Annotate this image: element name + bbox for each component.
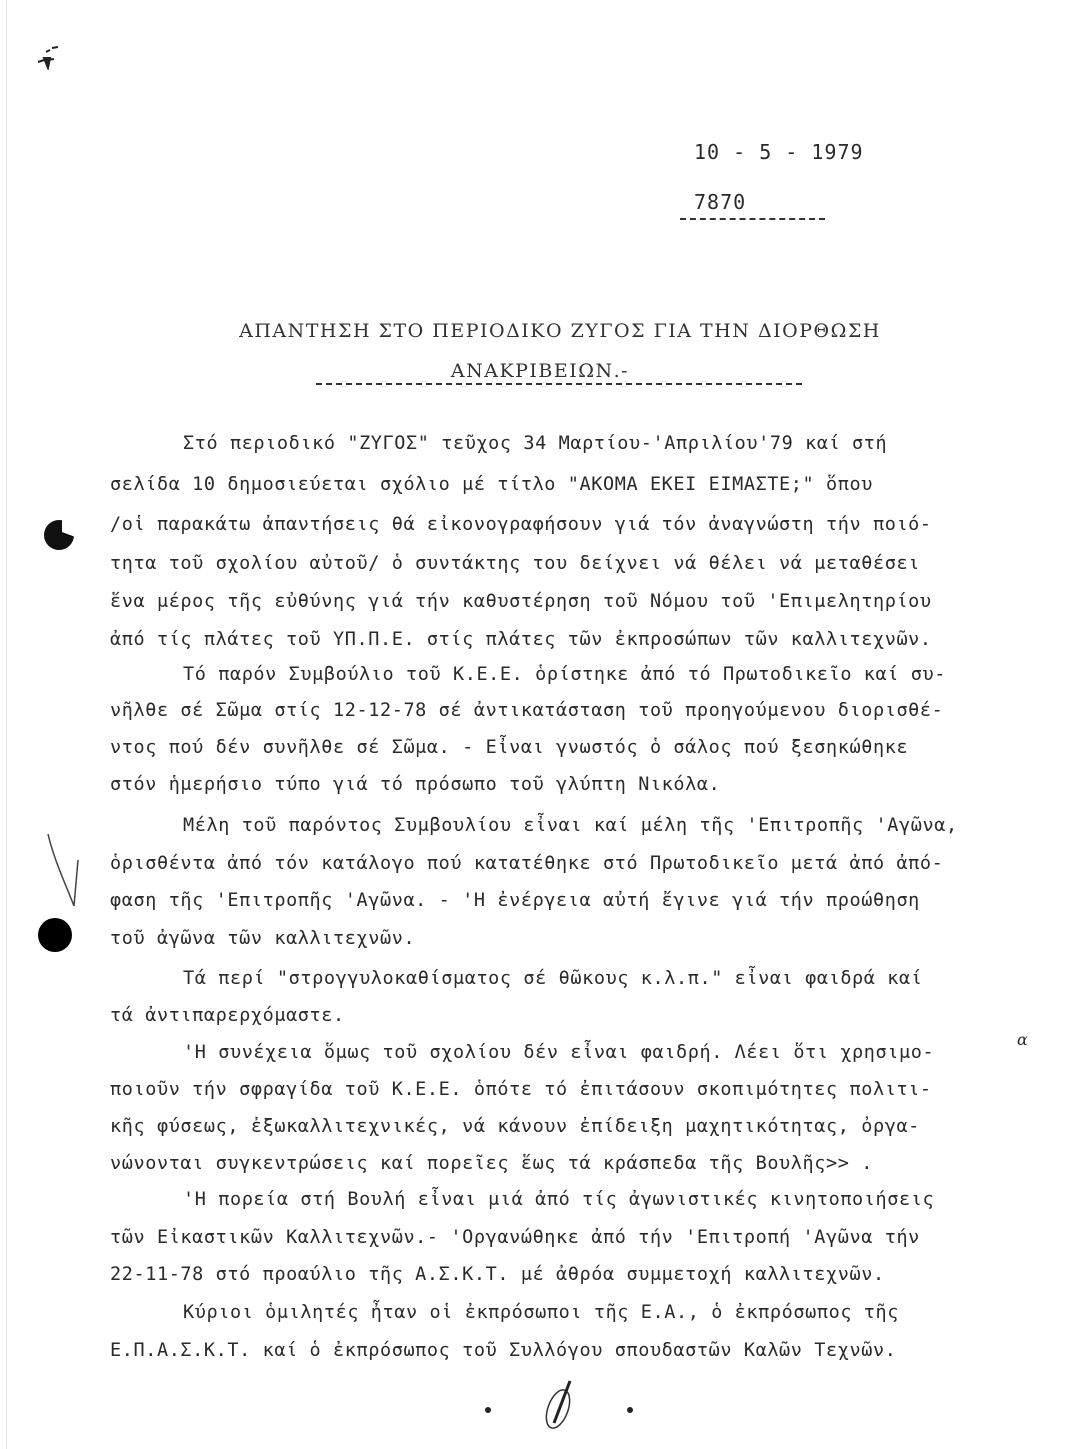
body-line: Μέλη τοῦ παρόντος Συμβουλίου εἶναι καί μέλη τῆς 'Επιτροπῆς 'Αγῶνα,	[183, 815, 958, 836]
body-line: τοῦ ἀγῶνα τῶν καλλιτεχνῶν.	[110, 928, 416, 949]
punch-hole-icon	[44, 520, 74, 550]
document-title-continued: ΑΝΑΚΡΙΒΕΙΩΝ.-	[450, 360, 630, 382]
body-line: ἀπό τίς πλάτες τοῦ ΥΠ.Π.Ε. στίς πλάτες τῶν ἐκπροσώπων τῶν καλλιτεχνῶν.	[110, 629, 932, 650]
handwritten-page-number-icon	[540, 1375, 580, 1435]
title-underline	[316, 383, 802, 385]
body-line: σελίδα 10 δημοσιεύεται σχόλιο μέ τίτλο "ΑΚΟΜΑ ΕΚΕΙ ΕΙΜΑΣΤΕ;" ὅπου	[110, 474, 873, 495]
scan-mark-icon	[30, 40, 70, 70]
body-line: νῆλθε σέ Σῶμα στίς 12-12-78 σέ ἀντικατάσταση τοῦ προηγούμενου διορισθέ-	[110, 700, 944, 721]
body-line: ντος πού δέν συνῆλθε σέ Σῶμα. - Εἶναι γνωστός ὁ σάλος πού ξεσηκώθηκε	[110, 737, 909, 758]
body-line: 'Η πορεία στή Βουλή εἶναι μιά ἀπό τίς ἀγωνιστικές κινητοποιήσεις	[183, 1189, 935, 1210]
punch-hole-icon	[38, 918, 72, 952]
body-line: Τό παρόν Συμβούλιο τοῦ Κ.Ε.Ε. ὁρίστηκε ἀπό τό Πρωτοδικεῖο καί συ-	[183, 664, 946, 685]
protocol-underline	[680, 218, 825, 220]
body-line: φαση τῆς 'Επιτροπῆς 'Αγῶνα. - 'Η ἐνέργεια αὐτή ἔγινε γιά τήν προώθηση	[110, 890, 920, 911]
body-line: ὁρισθέντα ἀπό τόν κατάλογο πού κατατέθηκε στό Πρωτοδικεῖο μετά ἀπό ἀπό-	[110, 853, 944, 874]
page-edge	[6, 0, 7, 1449]
page-dot	[485, 1407, 491, 1413]
body-line: Στό περιοδικό "ΖΥΓΟΣ" τεῦχος 34 Μαρτίου-'Απριλίου'79 καί στή	[183, 433, 888, 454]
body-line: κῆς φύσεως, ἐξωκαλλιτεχνικές, νά κάνουν ἐπίδειξη μαχητικότητας, ὀργα-	[110, 1116, 920, 1137]
body-line: τά ἀντιπαρερχόμαστε.	[110, 1005, 345, 1026]
body-line: Κύριοι ὁμιλητές ἦταν οἱ ἐκπρόσωποι τῆς Ε.Α., ὁ ἐκπρόσωπος τῆς	[183, 1302, 900, 1323]
body-line: 'Η συνέχεια ὅμως τοῦ σχολίου δέν εἶναι φαιδρή. Λέει ὅτι χρησιμο-	[183, 1042, 935, 1063]
body-line: στόν ἡμερήσιο τύπο γιά τό πρόσωπο τοῦ γλύπτη Νικόλα.	[110, 774, 721, 795]
page-dot	[627, 1407, 633, 1413]
handwritten-correction: α	[1017, 1030, 1028, 1049]
protocol-number: 7870	[694, 190, 747, 214]
body-line: τῶν Εἰκαστικῶν Καλλιτεχνῶν.- 'Οργανώθηκε ἀπό τήν 'Επιτροπή 'Αγῶνα τήν	[110, 1227, 920, 1248]
body-line: /οἱ παρακάτω ἀπαντήσεις θά εἰκονογραφήσουν γιά τόν ἀναγνώστη τήν ποιό-	[110, 514, 932, 535]
body-line: Ε.Π.Α.Σ.Κ.Τ. καί ὁ ἐκπρόσωπος τοῦ Συλλόγου σπουδαστῶν Καλῶν Τεχνῶν.	[110, 1340, 897, 1361]
body-line: 22-11-78 στό προαύλιο τῆς Α.Σ.Κ.Τ. μέ ἀθρόα συμμετοχή καλλιτεχνῶν.	[110, 1264, 885, 1285]
check-mark-icon	[44, 830, 84, 910]
body-line: Τά περί "στρογγυλοκαθίσματος σέ θῶκους κ.λ.π." εἶναι φαιδρά καί	[183, 968, 923, 989]
body-line: ἕνα μέρος τῆς εὐθύνης γιά τήν καθυστέρηση τοῦ Νόμου τοῦ 'Επιμελητηρίου	[110, 591, 932, 612]
document-date: 10 - 5 - 1979	[694, 140, 864, 164]
body-line: ποιοῦν τήν σφραγίδα τοῦ Κ.Ε.Ε. ὁπότε τό ἐπιτάσουν σκοπιμότητες πολιτι-	[110, 1079, 932, 1100]
body-line: νώνονται συγκεντρώσεις καί πορεῖες ἕως τά κράσπεδα τῆς Βουλῆς>> .	[110, 1153, 873, 1174]
document-title: ΑΠΑΝΤΗΣΗ ΣΤΟ ΠΕΡΙΟΔΙΚΟ ΖΥΓΟΣ ΓΙΑ ΤΗΝ ΔΙΟΡΘΩΣΗ	[239, 320, 881, 342]
body-line: τητα τοῦ σχολίου αὐτοῦ/ ὁ συντάκτης του δείχνει νά θέλει νά μεταθέσει	[110, 553, 920, 574]
